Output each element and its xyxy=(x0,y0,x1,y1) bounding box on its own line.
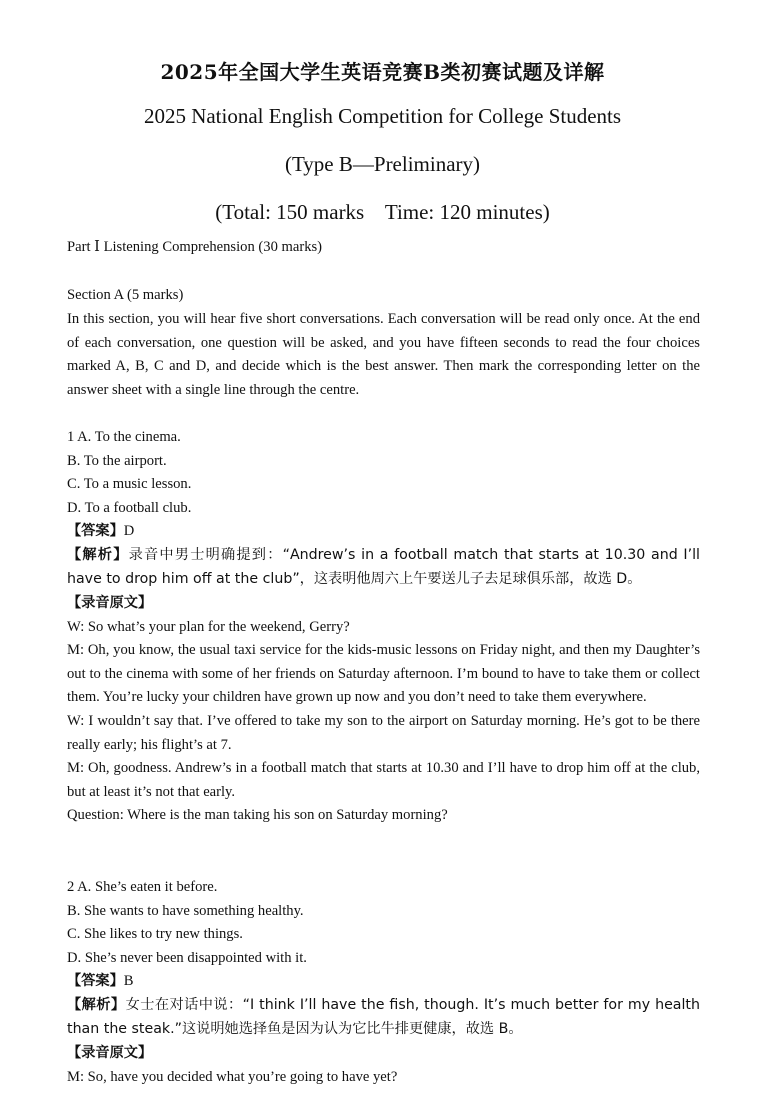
q2-transcript-line-1: M: So, have you decided what you’re going to have yet? xyxy=(67,1068,398,1085)
q2-answer-line xyxy=(67,970,700,994)
q2-analysis-text: 女士在对话中说：“I think I’ll have the fish, though. It’s much better for my health than the steak.”这说明她选择鱼是因为认为它比牛排更健康，故选 B。 xyxy=(67,997,700,1037)
q1-analysis-text: 录音中男士明确提到：“Andrew’s in a football match that starts at 10.30 and I’ll have to drop him off at the club”，这表明他周六上午要送儿子去足球俱乐部，故选 D。 xyxy=(67,547,700,587)
q1-option-c: C. To a music lesson. xyxy=(67,476,192,493)
q1-option-d: D. To a football club. xyxy=(67,499,192,516)
q2-analysis xyxy=(67,994,700,1041)
q2-option-b: B. She wants to have something healthy. xyxy=(67,902,304,919)
q2-transcript-label: 【录音原文】 xyxy=(67,1045,153,1061)
section-a-instructions: In this section, you will hear five short conversations. Each conversation will be read only once. At the end of each conversation, one question will be asked, and you have fifteen seconds to read the four choices marked A, B, C and D, and decide which is the best answer. Then mark the corresponding letter on the answer sheet with a single line through the centre. xyxy=(67,311,700,398)
document-total-line: (Total: 150 marks Time: 120 minutes) xyxy=(215,200,550,224)
q1-answer: D xyxy=(123,523,135,540)
section-a-heading: Section A (5 marks) xyxy=(67,287,184,303)
q1-answer-label: 【答案】 xyxy=(67,523,124,540)
q2-answer-label: 【答案】 xyxy=(67,973,124,990)
q1-transcript-line-4: M: Oh, goodness. Andrew’s in a football match that starts at 10.30 and I’ll have to drop him off at the club, but at least it’s not that early. xyxy=(67,760,700,800)
q2-option-a: 2 A. She’s eaten it before. xyxy=(67,879,218,895)
document-type-line: (Type B—Preliminary) xyxy=(284,152,481,176)
q2-analysis-label: 【解析】 xyxy=(67,997,126,1013)
q1-analysis xyxy=(67,544,700,591)
q2-option-d: D. She’s never been disappointed with it. xyxy=(67,949,307,966)
q2-transcript xyxy=(67,1042,700,1089)
q1-transcript xyxy=(67,592,700,828)
q1-option-a: 1 A. To the cinema. xyxy=(67,429,181,445)
question-2-block xyxy=(67,876,700,994)
q1-analysis-label: 【解析】 xyxy=(67,547,129,563)
q1-answer-line xyxy=(67,520,700,544)
q1-transcript-line-1: W: So what’s your plan for the weekend, Gerry? xyxy=(67,618,350,635)
document-title-en: 2025 National English Competition for College Students xyxy=(143,104,622,128)
q1-question: Question: Where is the man taking his son on Saturday morning? xyxy=(67,807,448,824)
q1-transcript-label: 【录音原文】 xyxy=(67,595,153,611)
q1-transcript-line-3: W: I wouldn’t say that. I’ve offered to take my son to the airport on Saturday morning. He’s got to be there really early; his flight’s at 7. xyxy=(67,712,700,753)
q2-option-c: C. She likes to try new things. xyxy=(67,926,243,943)
question-1-block xyxy=(67,426,700,544)
part-heading: Part Ⅰ Listening Comprehension (30 marks) xyxy=(67,239,323,255)
q2-answer: B xyxy=(123,973,134,990)
document-title-cn: 2025年全国大学生英语竞赛B类初赛试题及详解 xyxy=(160,60,605,84)
q1-transcript-line-2: M: Oh, you know, the usual taxi service for the kids-music lessons on Friday night, and then my Daughter’s out to the cinema with some of her friends on Saturday afternoon. I’m bound to have to take them or collect them. You’re lucky your children have grown up now and you don’t need to take them everywhere. xyxy=(67,642,700,706)
q1-option-b: B. To the airport. xyxy=(67,452,167,469)
